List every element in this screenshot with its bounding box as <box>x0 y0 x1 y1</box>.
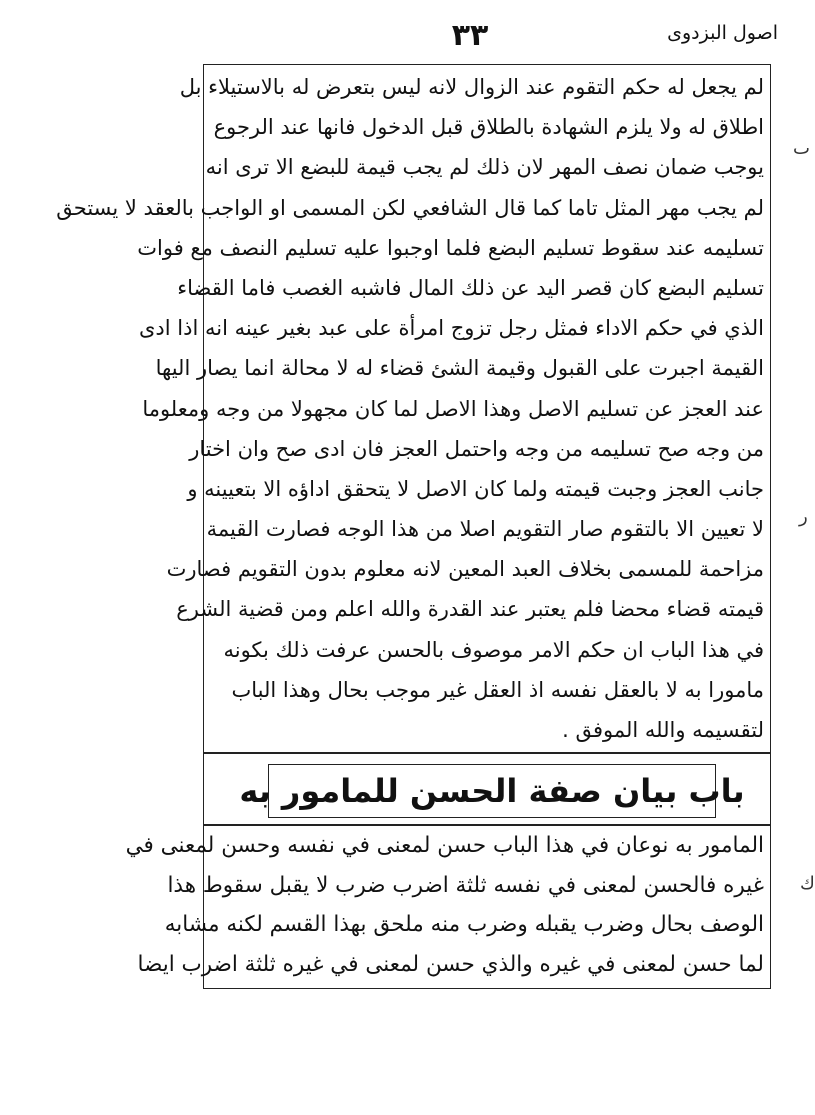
text-line: عند العجز عن تسليم الاصل وهذا الاصل لما كان مجهولا من وجه ومعلوما <box>142 396 764 421</box>
body-text-top <box>56 67 764 750</box>
text-line: لم يجعل له حكم التقوم عند الزوال لانه ليس بتعرض له بالاستيلاء بل <box>179 75 764 99</box>
text-line: تسليمه عند سقوط تسليم البضع فلما اوجبوا عليه تسليم النصف مع فوات <box>137 235 764 260</box>
text-line: قيمته قضاء محضا فلم يعتبر عند القدرة والله اعلم ومن قضية الشرع <box>176 597 764 622</box>
chapter-heading-box <box>239 764 745 818</box>
text-line: جانب العجز وجبت قيمته ولما كان الاصل لا يتحقق اداؤه الا بتعيينه و <box>187 476 764 501</box>
text-line: المامور به نوعان في هذا الباب حسن لمعنى في نفسه وحسن لمعنى في <box>125 833 764 858</box>
text-line: مزاحمة للمسمى بخلاف العبد المعين لانه معلوم بدون التقويم فصارت <box>166 557 764 582</box>
text-line: القيمة اجبرت على القبول وقيمة الشئ قضاء له لا محالة انما يصار اليها <box>155 356 764 381</box>
text-line: لما حسن لمعنى في غيره والذي حسن لمعنى في غيره ثلثة اضرب ايضا <box>137 951 764 977</box>
text-line: مامورا به لا بالعقل نفسه اذ العقل غير موجب بحال وهذا الباب <box>231 677 764 702</box>
text-line: من وجه صح تسليمه من وجه واحتمل العجز فان ادى صح وان اختار <box>189 436 764 461</box>
text-line: غيره فالحسن لمعنى في نفسه ثلثة اضرب ضرب لا يقبل سقوط هذا <box>167 872 764 898</box>
margin-annotation: ٮ <box>793 138 810 159</box>
margin-annotation: ر <box>799 506 808 527</box>
chapter-heading: باب بيان صفة الحسن للمامور به <box>239 772 745 810</box>
text-line: الوصف بحال وضرب يقبله وضرب منه ملحق بهذا القسم لكنه مشابه <box>164 912 764 937</box>
margin-annotation: ك <box>800 873 815 894</box>
page-number: ۳۳ <box>451 18 489 53</box>
text-line: اطلاق له ولا يلزم الشهادة بالطلاق قبل الدخول فانها عند الرجوع <box>213 115 764 140</box>
text-line: يوجب ضمان نصف المهر لان ذلك لم يجب قيمة للبضع الا ترى انه <box>205 155 764 180</box>
text-line: لتقسيمه والله الموفق . <box>562 718 764 742</box>
running-title: اصول البزدوی <box>667 22 778 44</box>
text-line: تسليم البضع كان قصر اليد عن ذلك المال فاشبه الغصب فاما القضاء <box>177 275 764 300</box>
text-line: لا تعيين الا بالتقوم صار التقويم اصلا من هذا الوجه فصارت القيمة <box>206 517 764 542</box>
body-text-bottom <box>125 826 764 984</box>
text-line: في هذا الباب ان حكم الامر موصوف بالحسن عرفت ذلك بكونه <box>223 637 764 662</box>
text-line: الذي في حكم الاداء فمثل رجل تزوج امرأة على عبد بغير عينه انه اذا ادى <box>138 316 764 341</box>
text-line: لم يجب مهر المثل تاما كما قال الشافعي لكن المسمى او الواجب بالعقد لا يستحق <box>56 195 764 220</box>
